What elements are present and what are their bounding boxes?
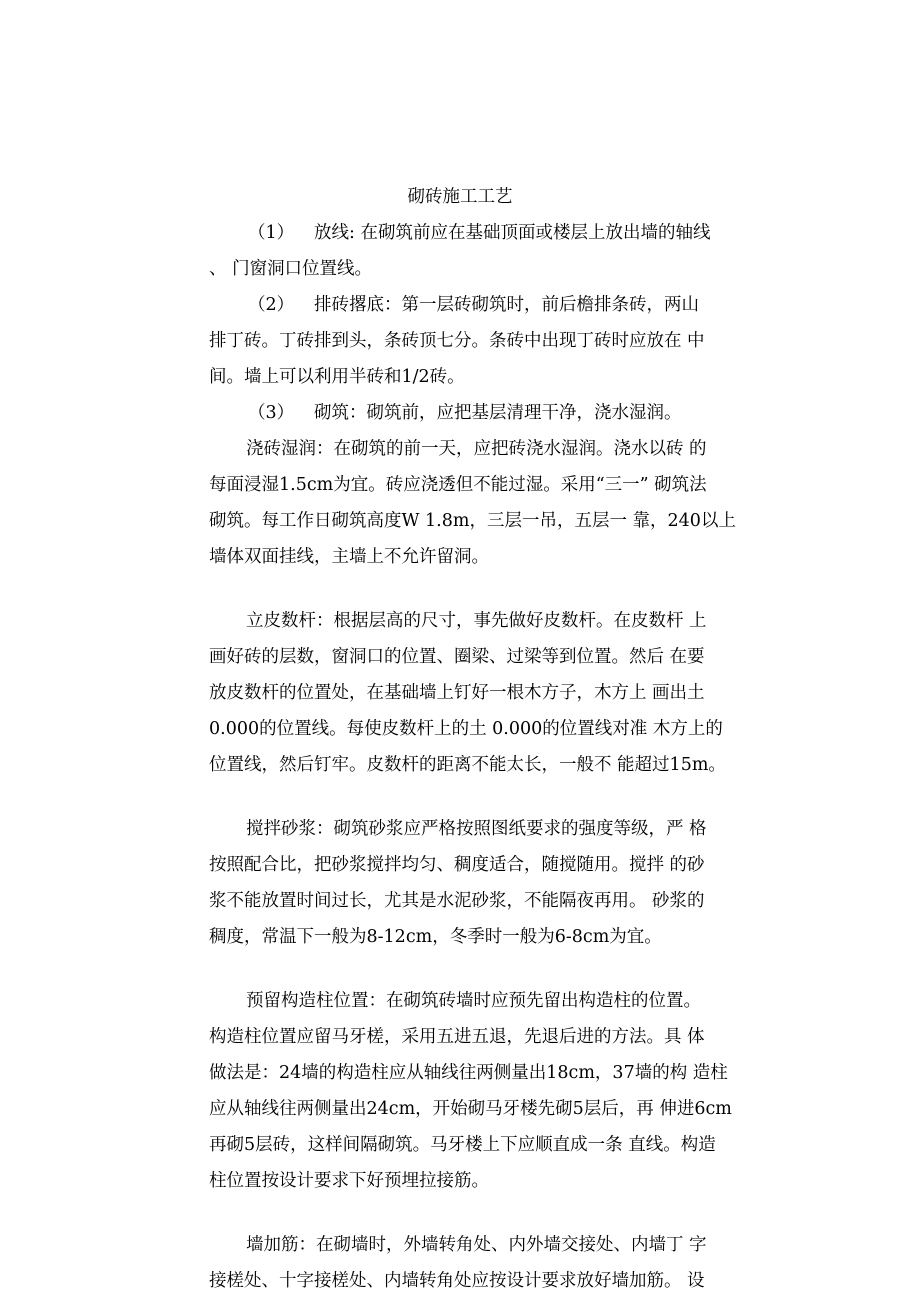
item-number: （3）	[248, 403, 295, 423]
para-2-line-3: 放皮数杆的位置处，在基础墙上钉好一根木方子，木方上 画出土	[209, 683, 705, 703]
para-3-line-3: 浆不能放置时间过长，尤其是水泥砂浆，不能隔夜再用。 砂浆的	[209, 891, 705, 911]
para-3-line-4: 稠度，常温下一般为8-12cm，冬季时一般为6-8cm为宜。	[209, 927, 662, 947]
para-2-line-5: 位置线，然后钉牢。皮数杆的距离不能太长，一般不 能超过15m。	[209, 755, 726, 775]
para-4-line-2: 构造柱位置应留马牙槎，采用五进五退，先退后进的方法。具 体	[209, 1027, 705, 1047]
item-number: （2）	[248, 295, 295, 315]
para-3-line-1: 搅拌砂浆：砌筑砂浆应严格按照图纸要求的强度等级，严 格	[246, 819, 707, 839]
para-4-line-4: 应从轴线往两侧量出24cm，开始砌马牙楼先砌5层后，再 伸进6cm	[209, 1099, 732, 1119]
item-1-line-1	[248, 220, 710, 246]
item-text: 放线: 在砌筑前应在基础顶面或楼层上放出墙的轴线	[314, 223, 711, 243]
para-3-line-2: 按照配合比，把砂浆搅拌均匀、稠度适合，随搅随用。搅拌 的砂	[209, 855, 705, 875]
item-text: 砌筑：砌筑前，应把基层清理干净，浇水湿润。	[314, 403, 682, 423]
para-2-line-2: 画好砖的层数，窗洞口的位置、圈梁、过梁等到位置。然后 在要	[209, 647, 705, 667]
para-5-line-2: 接槎处、十字接槎处、内墙转角处应按设计要求放好墙加筋。 设	[209, 1271, 705, 1291]
para-4-line-5: 再砌5层砖，这样间隔砌筑。马牙楼上下应顺直成一条 直线。构造	[209, 1135, 716, 1155]
para-1-line-2: 每面浸湿1.5cm为宜。砖应浇透但不能过湿。采用“三一” 砌筑法	[209, 475, 707, 495]
item-2-line-2: 排丁砖。丁砖排到头，条砖顶七分。条砖中出现丁砖时应放在 中	[209, 331, 705, 351]
item-2-line-1	[248, 292, 699, 318]
para-1-line-3: 砌筑。每工作日砌筑高度W 1.8m，三层一吊，五层一 靠，240以上	[209, 511, 736, 531]
para-2-line-1: 立皮数杆：根据层高的尺寸，事先做好皮数杆。在皮数杆 上	[246, 611, 707, 631]
document-title: 砌砖施工工艺	[407, 187, 513, 207]
para-1-line-4: 墙体双面挂线，主墙上不允许留洞。	[209, 547, 489, 567]
para-2-line-4: 0.000的位置线。每使皮数杆上的土 0.000的位置线对准 木方上的	[209, 719, 723, 739]
item-text: 排砖撂底：第一层砖砌筑时，前后檐排条砖，两山	[314, 295, 699, 315]
item-1-line-2: 、 门窗洞口位置线。	[209, 259, 373, 279]
item-2-line-3: 间。墙上可以利用半砖和1/2砖。	[209, 367, 465, 387]
para-4-line-1: 预留构造柱位置：在砌筑砖墙时应预先留出构造柱的位置。	[246, 991, 701, 1011]
para-4-line-3: 做法是：24墙的构造柱应从轴线往两侧量出18cm，37墙的构 造柱	[209, 1063, 728, 1083]
item-number: （1）	[248, 223, 295, 243]
item-3-line-1	[248, 400, 682, 426]
para-1-line-1: 浇砖湿润：在砌筑的前一天，应把砖浇水湿润。浇水以砖 的	[246, 439, 707, 459]
para-5-line-1: 墙加筋：在砌墙时，外墙转角处、内外墙交接处、内墙丁 字	[246, 1235, 707, 1255]
para-4-line-6: 柱位置按设计要求下好预埋拉接筋。	[209, 1171, 489, 1191]
